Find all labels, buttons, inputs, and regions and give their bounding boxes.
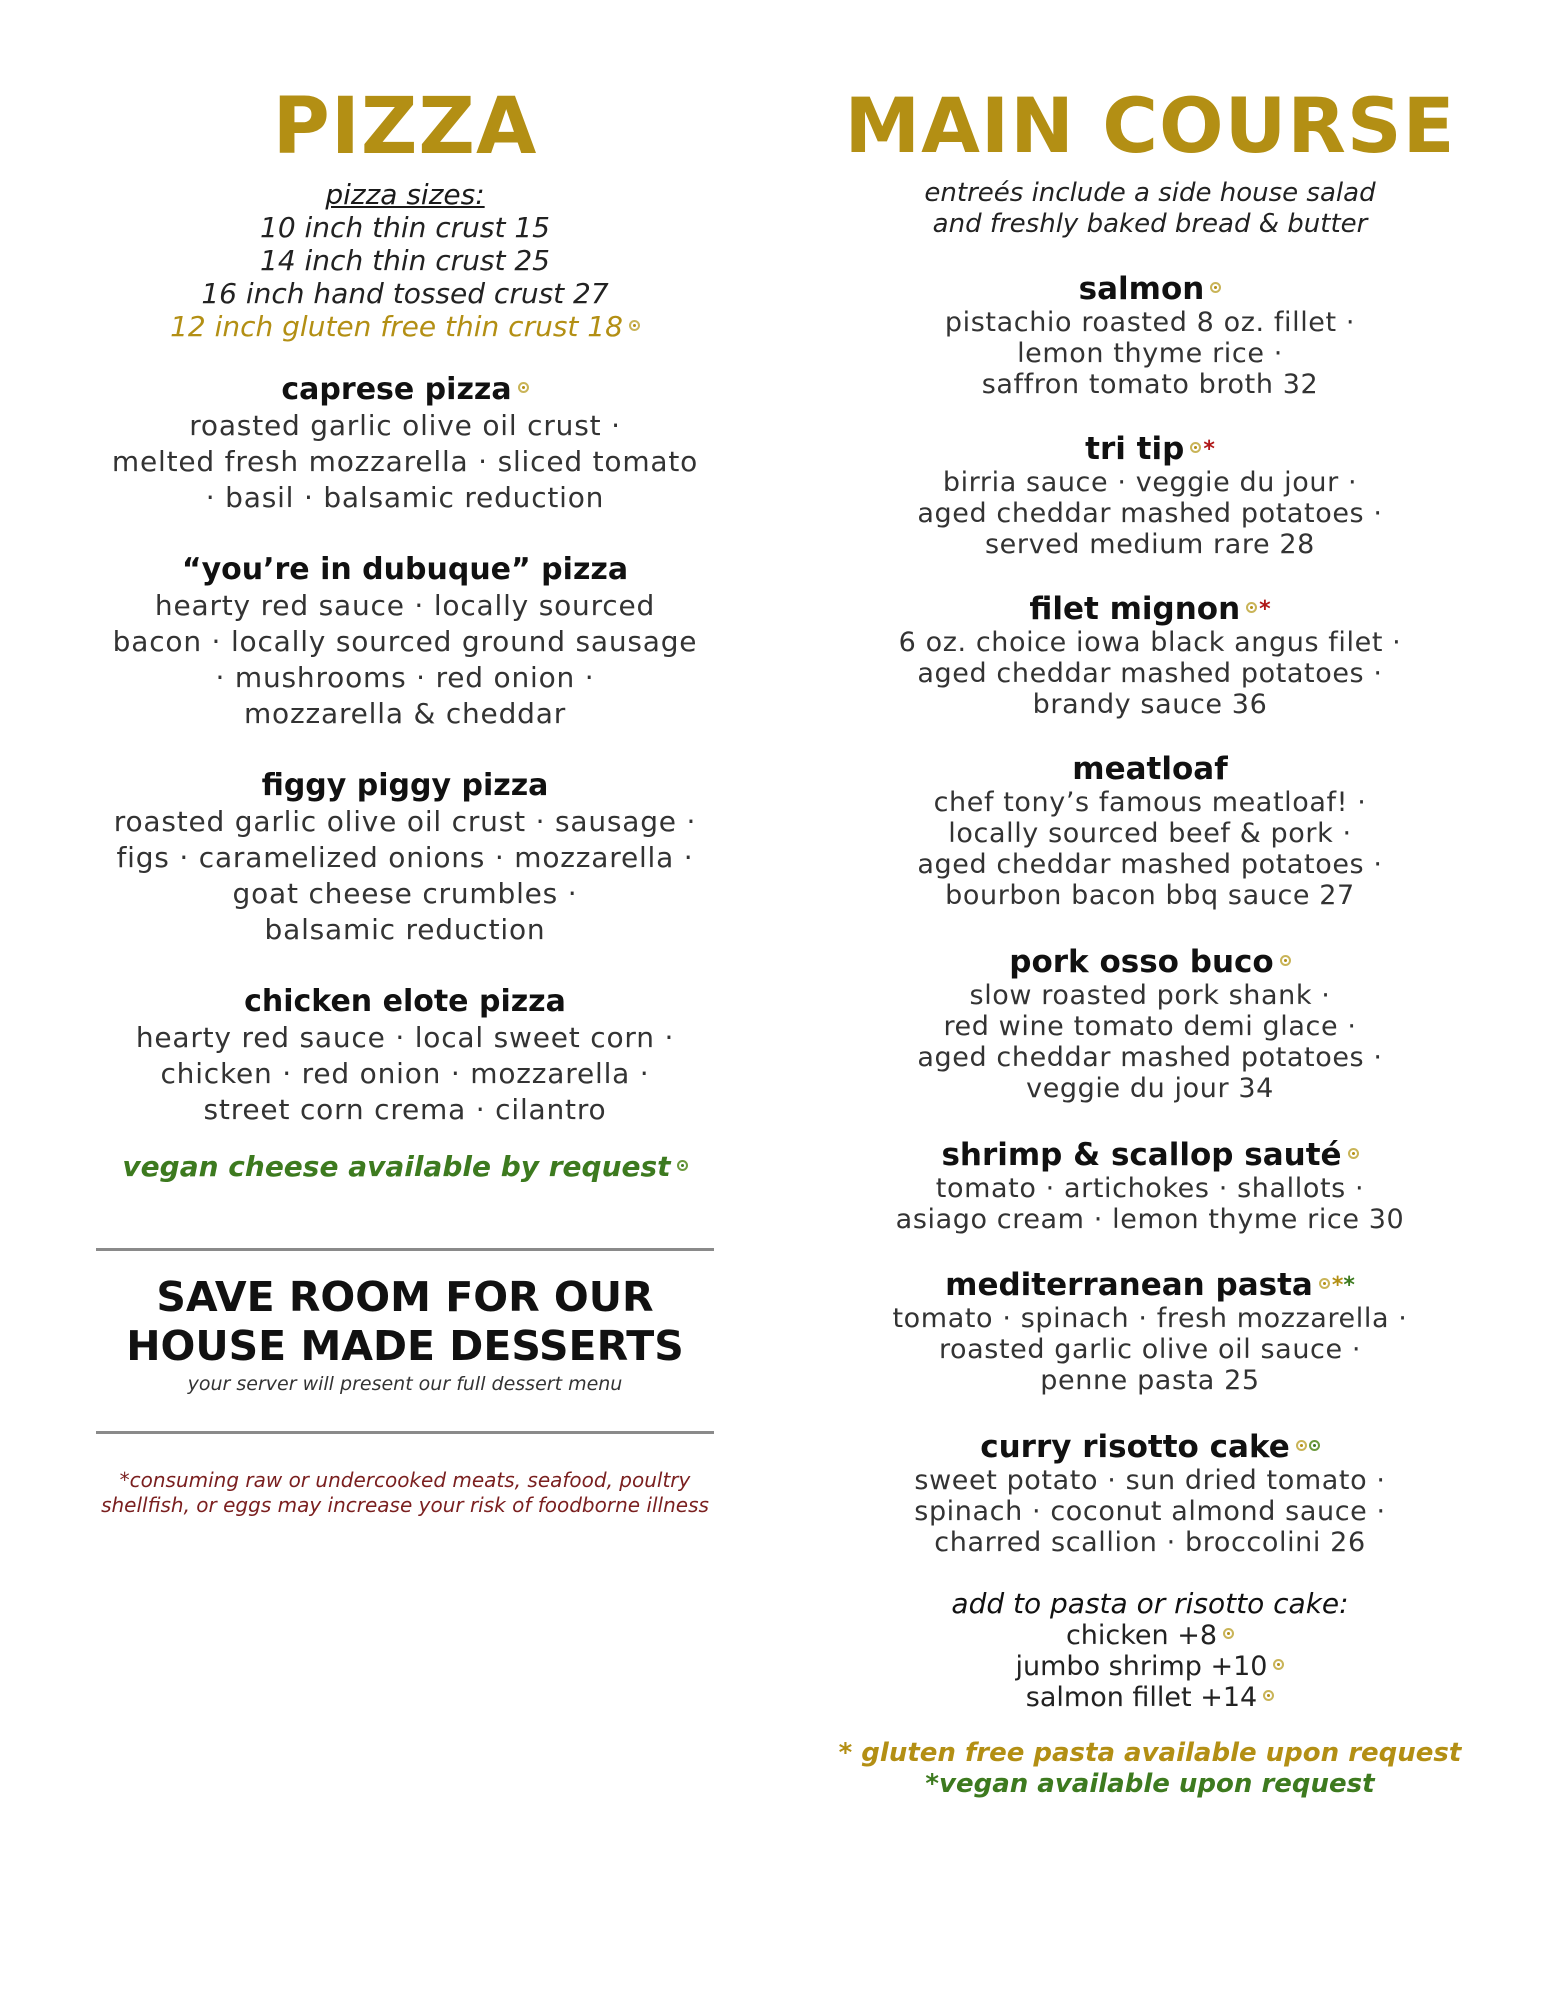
addons-header: add to pasta or risotto cake: — [951, 1587, 1349, 1620]
item-desc-line: pistachio roasted 8 oz. fillet · — [944, 307, 1356, 338]
addons — [820, 1588, 1480, 1713]
gluten-free-icon — [1263, 1690, 1274, 1701]
gluten-free-pasta-note: * gluten free pasta available upon request — [838, 1738, 1462, 1768]
gluten-free-icon — [1280, 955, 1291, 966]
item-desc-line: brandy sauce 36 — [1032, 689, 1268, 720]
item-desc-line: red wine tomato demi glace · — [943, 1011, 1357, 1042]
menu-item — [820, 1430, 1480, 1558]
item-name: filet mignon — [1029, 591, 1241, 627]
vegan-icon — [1309, 1440, 1320, 1451]
item-desc-line: asiago cream · lemon thyme rice 30 — [895, 1204, 1405, 1235]
item-desc-line: tomato · artichokes · shallots · — [935, 1173, 1365, 1204]
item-desc-line: melted fresh mozzarella · sliced tomato — [111, 445, 699, 478]
item-desc-line: spinach · coconut almond sauce · — [914, 1496, 1386, 1527]
item-desc-line: hearty red sauce · local sweet corn · — [135, 1021, 675, 1054]
menu-item — [820, 1268, 1480, 1396]
dietary-notes — [820, 1738, 1480, 1800]
gluten-free-icon — [518, 382, 529, 393]
item-name: mediterranean pasta — [945, 1267, 1313, 1303]
entree-note: entreés include a side house salad and freshly baked bread & butter — [924, 178, 1376, 239]
gluten-free-icon — [1190, 442, 1201, 453]
item-desc-line: served medium rare 28 — [985, 529, 1315, 560]
item-name: “you’re in dubuque” pizza — [181, 552, 629, 587]
pizza-size-gluten-free: 12 inch gluten free thin crust 18 — [80, 310, 730, 343]
pizza-size: 16 inch hand tossed crust 27 — [201, 277, 609, 310]
item-desc-line: birria sauce · veggie du jour · — [942, 467, 1358, 498]
menu-item — [80, 768, 730, 948]
gluten-free-icon — [1296, 1440, 1307, 1451]
pizza-title: PIZZA — [272, 82, 538, 172]
gluten-free-icon — [1348, 1148, 1359, 1159]
item-desc-line: lemon thyme rice · — [1017, 338, 1283, 369]
item-desc-line: sweet potato · sun dried tomato · — [914, 1465, 1386, 1496]
item-desc-line: chef tony’s famous meatloaf! · — [933, 787, 1367, 818]
pizza-size: 10 inch thin crust 15 — [260, 211, 550, 244]
item-desc-line: veggie du jour 34 — [1026, 1073, 1274, 1104]
item-name: pork osso buco — [1009, 944, 1274, 980]
item-desc-line: 6 oz. choice iowa black angus filet · — [898, 627, 1402, 658]
item-desc-line: slow roasted pork shank · — [969, 980, 1331, 1011]
vegan-icon — [677, 1160, 688, 1171]
item-desc-line: chicken · red onion · mozzarella · — [160, 1057, 650, 1090]
gluten-free-icon — [629, 320, 640, 331]
menu-item — [80, 552, 730, 732]
item-desc-line: tomato · spinach · fresh mozzarella · — [892, 1303, 1408, 1334]
item-desc-line: street corn crema · cilantro — [203, 1093, 607, 1126]
raw-warning-icon: * — [1259, 597, 1271, 622]
item-desc-line: aged cheddar mashed potatoes · — [917, 498, 1383, 529]
main-course-title: MAIN COURSE — [844, 81, 1456, 170]
pizza-sizes — [80, 178, 730, 343]
gluten-free-icon — [1223, 1628, 1234, 1639]
item-name: caprese pizza — [281, 372, 512, 407]
item-desc-line: aged cheddar mashed potatoes · — [917, 658, 1383, 689]
item-name: curry risotto cake — [980, 1429, 1290, 1465]
item-desc-line: bacon · locally sourced ground sausage — [112, 625, 698, 658]
raw-warning-icon: * — [1203, 437, 1215, 462]
gluten-free-icon — [1210, 282, 1221, 293]
addon-item: chicken +8 — [820, 1620, 1480, 1651]
item-desc-line: · basil · balsamic reduction — [205, 481, 605, 514]
item-name: chicken elote pizza — [244, 984, 566, 1019]
item-desc-line: penne pasta 25 — [1040, 1365, 1260, 1396]
dessert-title: SAVE ROOM FOR OUR HOUSE MADE DESSERTS — [126, 1273, 684, 1370]
item-desc-line: roasted garlic olive oil crust · — [189, 409, 621, 442]
divider — [96, 1248, 714, 1251]
item-desc-line: saffron tomato broth 32 — [981, 369, 1319, 400]
vegan-note: *vegan available upon request — [925, 1769, 1375, 1799]
divider — [96, 1431, 714, 1434]
menu-item — [820, 272, 1480, 400]
menu-item — [80, 372, 730, 516]
item-desc-line: goat cheese crumbles · — [232, 877, 578, 910]
item-desc-line: roasted garlic olive oil sauce · — [938, 1334, 1362, 1365]
dessert-subtitle: your server will present our full dessert menu — [187, 1373, 623, 1395]
item-name: shrimp & scallop sauté — [941, 1137, 1342, 1173]
menu-item — [820, 752, 1480, 911]
item-desc-line: mozzarella & cheddar — [243, 697, 567, 730]
vegan-option-icon: * — [1343, 1273, 1355, 1298]
item-name: tri tip — [1085, 431, 1185, 467]
item-name: salmon — [1078, 271, 1205, 307]
gluten-free-icon — [1246, 602, 1257, 613]
item-desc-line: · mushrooms · red onion · — [215, 661, 595, 694]
item-desc-line: roasted garlic olive oil crust · sausage · — [113, 805, 697, 838]
vegan-cheese-note: vegan cheese available by request — [80, 1150, 730, 1183]
gluten-free-icon — [1319, 1278, 1330, 1289]
addon-item: salmon fillet +14 — [820, 1682, 1480, 1713]
item-desc-line: figs · caramelized onions · mozzarella · — [116, 841, 694, 874]
item-name: figgy piggy pizza — [261, 768, 549, 803]
item-desc-line: charred scallion · broccolini 26 — [934, 1527, 1366, 1558]
addon-item: jumbo shrimp +10 — [820, 1651, 1480, 1682]
menu-item — [820, 945, 1480, 1104]
pizza-sizes-header: pizza sizes: — [325, 178, 485, 211]
item-desc-line: hearty red sauce · locally sourced — [154, 589, 656, 622]
item-desc-line: locally sourced beef & pork · — [948, 818, 1352, 849]
menu-item — [820, 1138, 1480, 1235]
item-desc-line: aged cheddar mashed potatoes · — [917, 1042, 1383, 1073]
menu-item — [820, 432, 1480, 560]
gluten-free-icon — [1273, 1659, 1284, 1670]
item-desc-line: aged cheddar mashed potatoes · — [917, 849, 1383, 880]
menu-item — [820, 592, 1480, 720]
item-desc-line: balsamic reduction — [264, 913, 546, 946]
item-desc-line: bourbon bacon bbq sauce 27 — [945, 880, 1355, 911]
item-name: meatloaf — [1072, 751, 1228, 787]
menu-item — [80, 984, 730, 1128]
gluten-free-pasta-icon: * — [1331, 1273, 1344, 1298]
pizza-size: 14 inch thin crust 25 — [260, 244, 550, 277]
consumer-warning: *consuming raw or undercooked meats, seafood, poultry shellfish, or eggs may increase your risk of foodborne illness — [101, 1468, 709, 1517]
